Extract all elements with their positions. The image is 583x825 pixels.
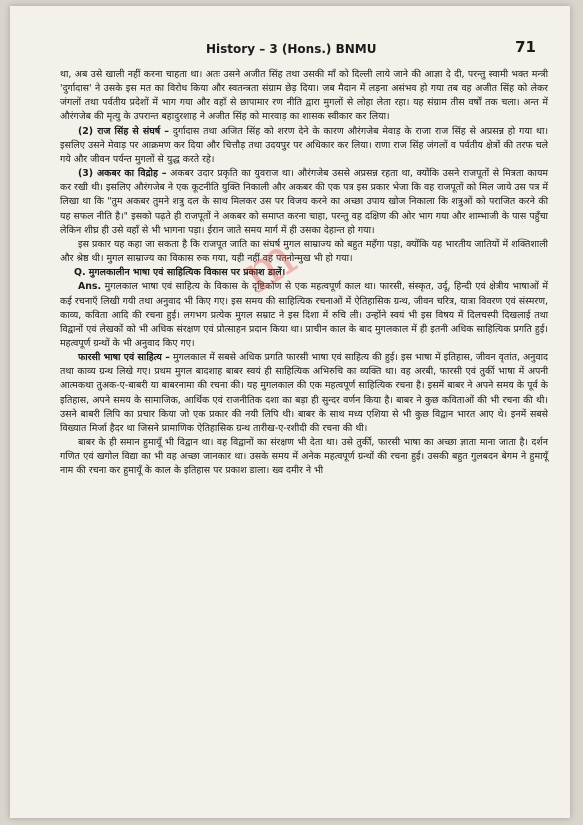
paragraph-text: मुगलकाल भाषा एवं साहित्य के विकास के दृष्टिकोण से एक महत्वपूर्ण काल था। फारसी, संस्कृत, उर्दू, हिन्दी एवं क्षेत्रीय भाषाओं में कई रचनाएँ लिखी गयी तथा अनुवाद भी किए गए। इस समय की साहित्यिक रचनाओं में ऐतिहासिक ग्रन्थ, जीवन चरित्र, यात्रा विवरण एवं संस्मरण, काव्य, कविता आदि की रचना हुई। लगभग प्रत्येक मुगल सम्राट ने इस दिशा में रुचि ली। उन्होंने स्वयं भी इस विषय में दिलचस्पी दिखलाई तथा विद्वानों एवं लेखकों को भी अधिक संरक्षण एवं प्रोत्साहन प्रदान किया था। प्राचीन काल के बाद मुगलकाल में ही इतनी अधिक साहित्यिक प्रगति हुई। महत्वपूर्ण ग्रन्थों के भी अनुवाद किए गए। (60, 281, 548, 349)
book-page (10, 6, 570, 818)
paragraph-text: मुगलकाल में सबसे अधिक प्रगति फारसी भाषा एवं साहित्य की हुई। इस भाषा में इतिहास, जीवन वृतांत, अनुवाद तथा काव्य ग्रन्थ लिखे गए। प्रथम मुगल बादशाह बाबर स्वयं ही साहित्यिक अभिरुचि का व्यक्ति था। वह अरबी, फारसी एवं तुर्की भाषा में अपनी आत्मकथा तुअक-ए-बाबरी या बाबरनामा की रचना की। यह मुगलकाल की एक महत्वपूर्ण साहित्यिक रचना है। इसमें बाबर ने अपने समय के पूर्व के इतिहास, अपने समय के सामाजिक, आर्थिक एवं राजनीतिक दशा का बड़ा ही सुन्दर वर्णन किया है। बाबर ने कुछ कविताओं की भी रचना की थी। उसने बाबरी लिपि का प्रचार किया जो एक प्रकार की नयी लिपि थी। बाबर के साथ मध्य एशिया से भी कुछ विद्वान भारत आए थे। इनमें सबसे विख्यात मिर्जा हैदर था जिसने प्रामाणिक ऐतिहासिक ग्रन्थ तारीख-ए-रशीदी की रचना की थी। (60, 352, 548, 434)
question-text: Q. मुगलकालीन भाषा एवं साहित्यिक विकास पर प्रकाश डालें। (74, 267, 286, 279)
answer-label: Ans. (78, 281, 102, 293)
section-heading: फारसी भाषा एवं साहित्य – (78, 352, 170, 364)
paragraph-ajit-singh (60, 68, 548, 125)
paragraph-conclusion (60, 238, 548, 266)
watermark: m (229, 221, 312, 306)
page-header (10, 36, 570, 60)
paragraph-text: अकबर उदार प्रकृति का युवराज था। औरंगजेब उससे अप्रसन्न रहता था, क्योंकि उसने राजपूतों से मित्रता कायम कर रखी थी। इसलिए औरंगजेब ने एक कूटनीति युक्ति निकाली और अकबर की एक पत्र इस प्रकार भेजा कि वह राजपूतों को मिल जाये उस पत्र में लिखा था कि "तुम अकबर तुमने शत्रु दल के साथ मिलकर उस पर विजय करने का अच्छा उपाय खोज निकाला कि शत्रुओं को पराजित करने की यह सफल नीति है।" इसको पढ़ते ही राजपूतों ने अकबर को समाप्त करना चाहा, परन्तु वह दक्षिण की ओर भाग गया और शाम्भाजी के पास पहुँचा लेकिन शीघ्र ही उसे वहाँ से भी भागना पड़ा। ईरान जाते समय मार्ग में ही उसका देहान्त हो गया। (60, 168, 548, 236)
paragraph-raj-singh (60, 125, 548, 167)
paragraph-humayun (60, 436, 548, 478)
question-heading (60, 266, 548, 280)
section-heading: (2) राज सिंह से संघर्ष – (78, 125, 169, 137)
paragraph-text: इस प्रकार यह कहा जा सकता है कि राजपूत जाति का संघर्ष मुगल साम्राज्य को बहुत महँगा पड़ा, क्योंकि यह भारतीय जातियों में शक्तिशाली और श्रेष्ठ थी। मुगल साम्राज्य का विकास रुक गया, यही नहीं वह पतनोन्मुख भी हो गया। (60, 238, 548, 265)
paragraph-text: दुर्गादास तथा अजित सिंह को शरण देने के कारण औरंगजेब मेवाड़ के राजा राज सिंह से अप्रसन्न हो गया था। इसलिए उसने मेवाड़ पर आक्रमण कर दिया और चित्तौड़ तथा उदयपुर पर अधिकार कर लिया। राणा राज सिंह जंगलों व पर्वतीय क्षेत्रों की तरफ चले गये और जीवन पर्यन्त मुगलों से युद्ध करते रहे। (60, 125, 548, 165)
running-title: History – 3 (Hons.) BNMU (206, 42, 377, 56)
page-number: 71 (515, 38, 536, 56)
paragraph-text: बाबर के ही समान हुमायूँ भी विद्वान था। वह विद्वानों का संरक्षण भी देता था। उसे तुर्की, फारसी भाषा का अच्छा ज्ञाता माना जाता है। दर्शन गणित एवं खगोल विद्या का भी वह अच्छा जानकार था। उसके समय में अनेक महत्वपूर्ण ग्रन्थों की रचना हुई। उसकी बहुत गुलबदन बेगम ने हुमायूँ नाम की रचना कर हुमायूँ के काल के इतिहास पर प्रकाश डाला। ख्व दमीर ने भी (60, 437, 548, 477)
paragraph-akbar-revolt (60, 167, 548, 238)
section-heading: (3) अकबर का विद्रोह – (78, 168, 167, 180)
page-body (60, 68, 548, 479)
paragraph-answer (60, 280, 548, 351)
paragraph-text: था, अब उसे खाली नहीं करना चाहता था। अतः उसने अजीत सिंह तथा उसकी माँ को दिल्ली लाये जाने की आज्ञा दे दी, परन्तु स्वामी भक्त मन्त्री 'दुर्गादास' ने उसके इस मत का विरोध किया और स्वतन्त्रता संग्राम छेड़ दिया। जब मैदान में लड़ना असंभव हो गया तब वह अजीत सिंह को लेकर जंगलों तथा पर्वतीय प्रदेशों में भाग गया और वहाँ से छापामार रण नीति द्वारा मुगलों से लोहा लेता रहा। यह संग्राम तीस वर्षों तक चला। अन्त में औरंगजेब की मृत्यु के उपरान्त बहादुरशाह ने अजीत सिंह को मारवाड़ का शासक स्वीकार कर लिया। (60, 69, 548, 123)
paragraph-persian-literature (60, 351, 548, 436)
